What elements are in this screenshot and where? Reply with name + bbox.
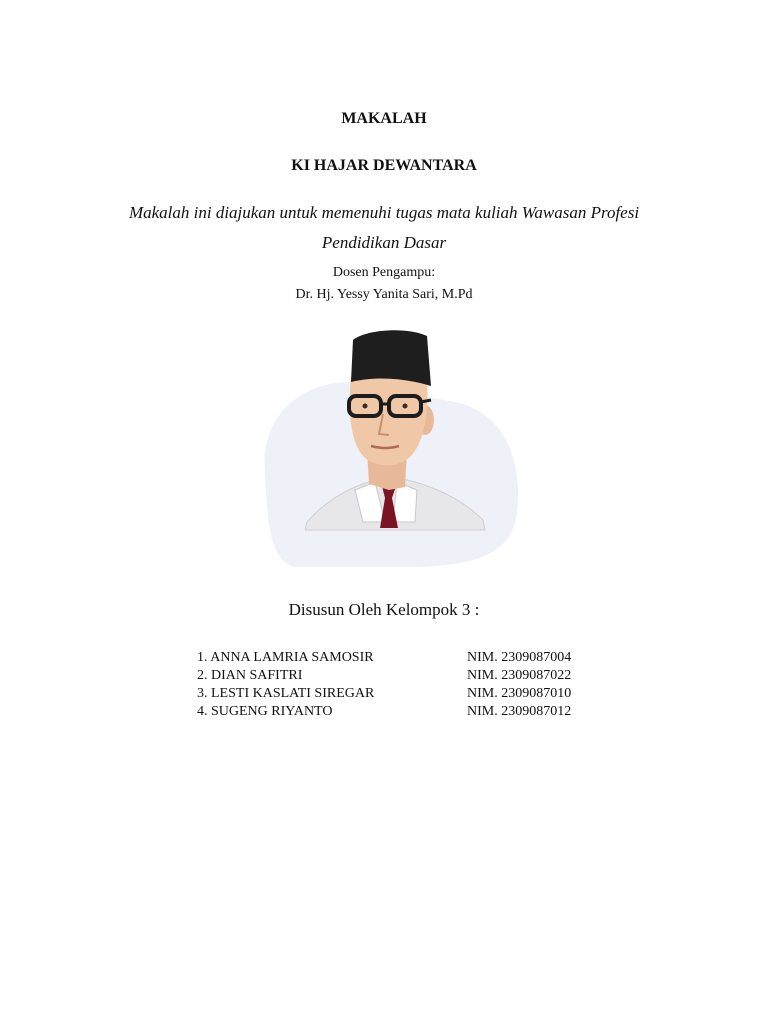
member-nim: NIM. 2309087012 [467, 704, 572, 719]
member-nim: NIM. 2309087004 [467, 650, 572, 665]
portrait-illustration-icon [255, 322, 525, 572]
member-row [197, 667, 597, 685]
document-heading: MAKALAH [341, 110, 427, 127]
purpose-line-1: Makalah ini diajukan untuk memenuhi tugas mata kuliah Wawasan Profesi [128, 203, 640, 222]
member-name: 4. SUGENG RIYANTO [197, 704, 333, 719]
member-nim: NIM. 2309087010 [467, 686, 572, 701]
document-topic: KI HAJAR DEWANTARA [291, 157, 477, 174]
member-nim: NIM. 2309087022 [467, 668, 572, 683]
member-name: 3. LESTI KASLATI SIREGAR [197, 686, 375, 701]
lecturer-label: Dosen Pengampu: [332, 265, 436, 280]
peci-hat [351, 330, 431, 386]
member-row [197, 703, 597, 721]
member-row [197, 685, 597, 703]
member-list [197, 649, 597, 721]
purpose-line-2: Pendidikan Dasar [321, 233, 447, 252]
member-name: 2. DIAN SAFITRI [197, 668, 303, 683]
member-name: 1. ANNA LAMRIA SAMOSIR [197, 650, 374, 665]
group-heading: Disusun Oleh Kelompok 3 : [288, 600, 480, 619]
member-row [197, 649, 597, 667]
lecturer-name: Dr. Hj. Yessy Yanita Sari, M.Pd [295, 287, 473, 302]
